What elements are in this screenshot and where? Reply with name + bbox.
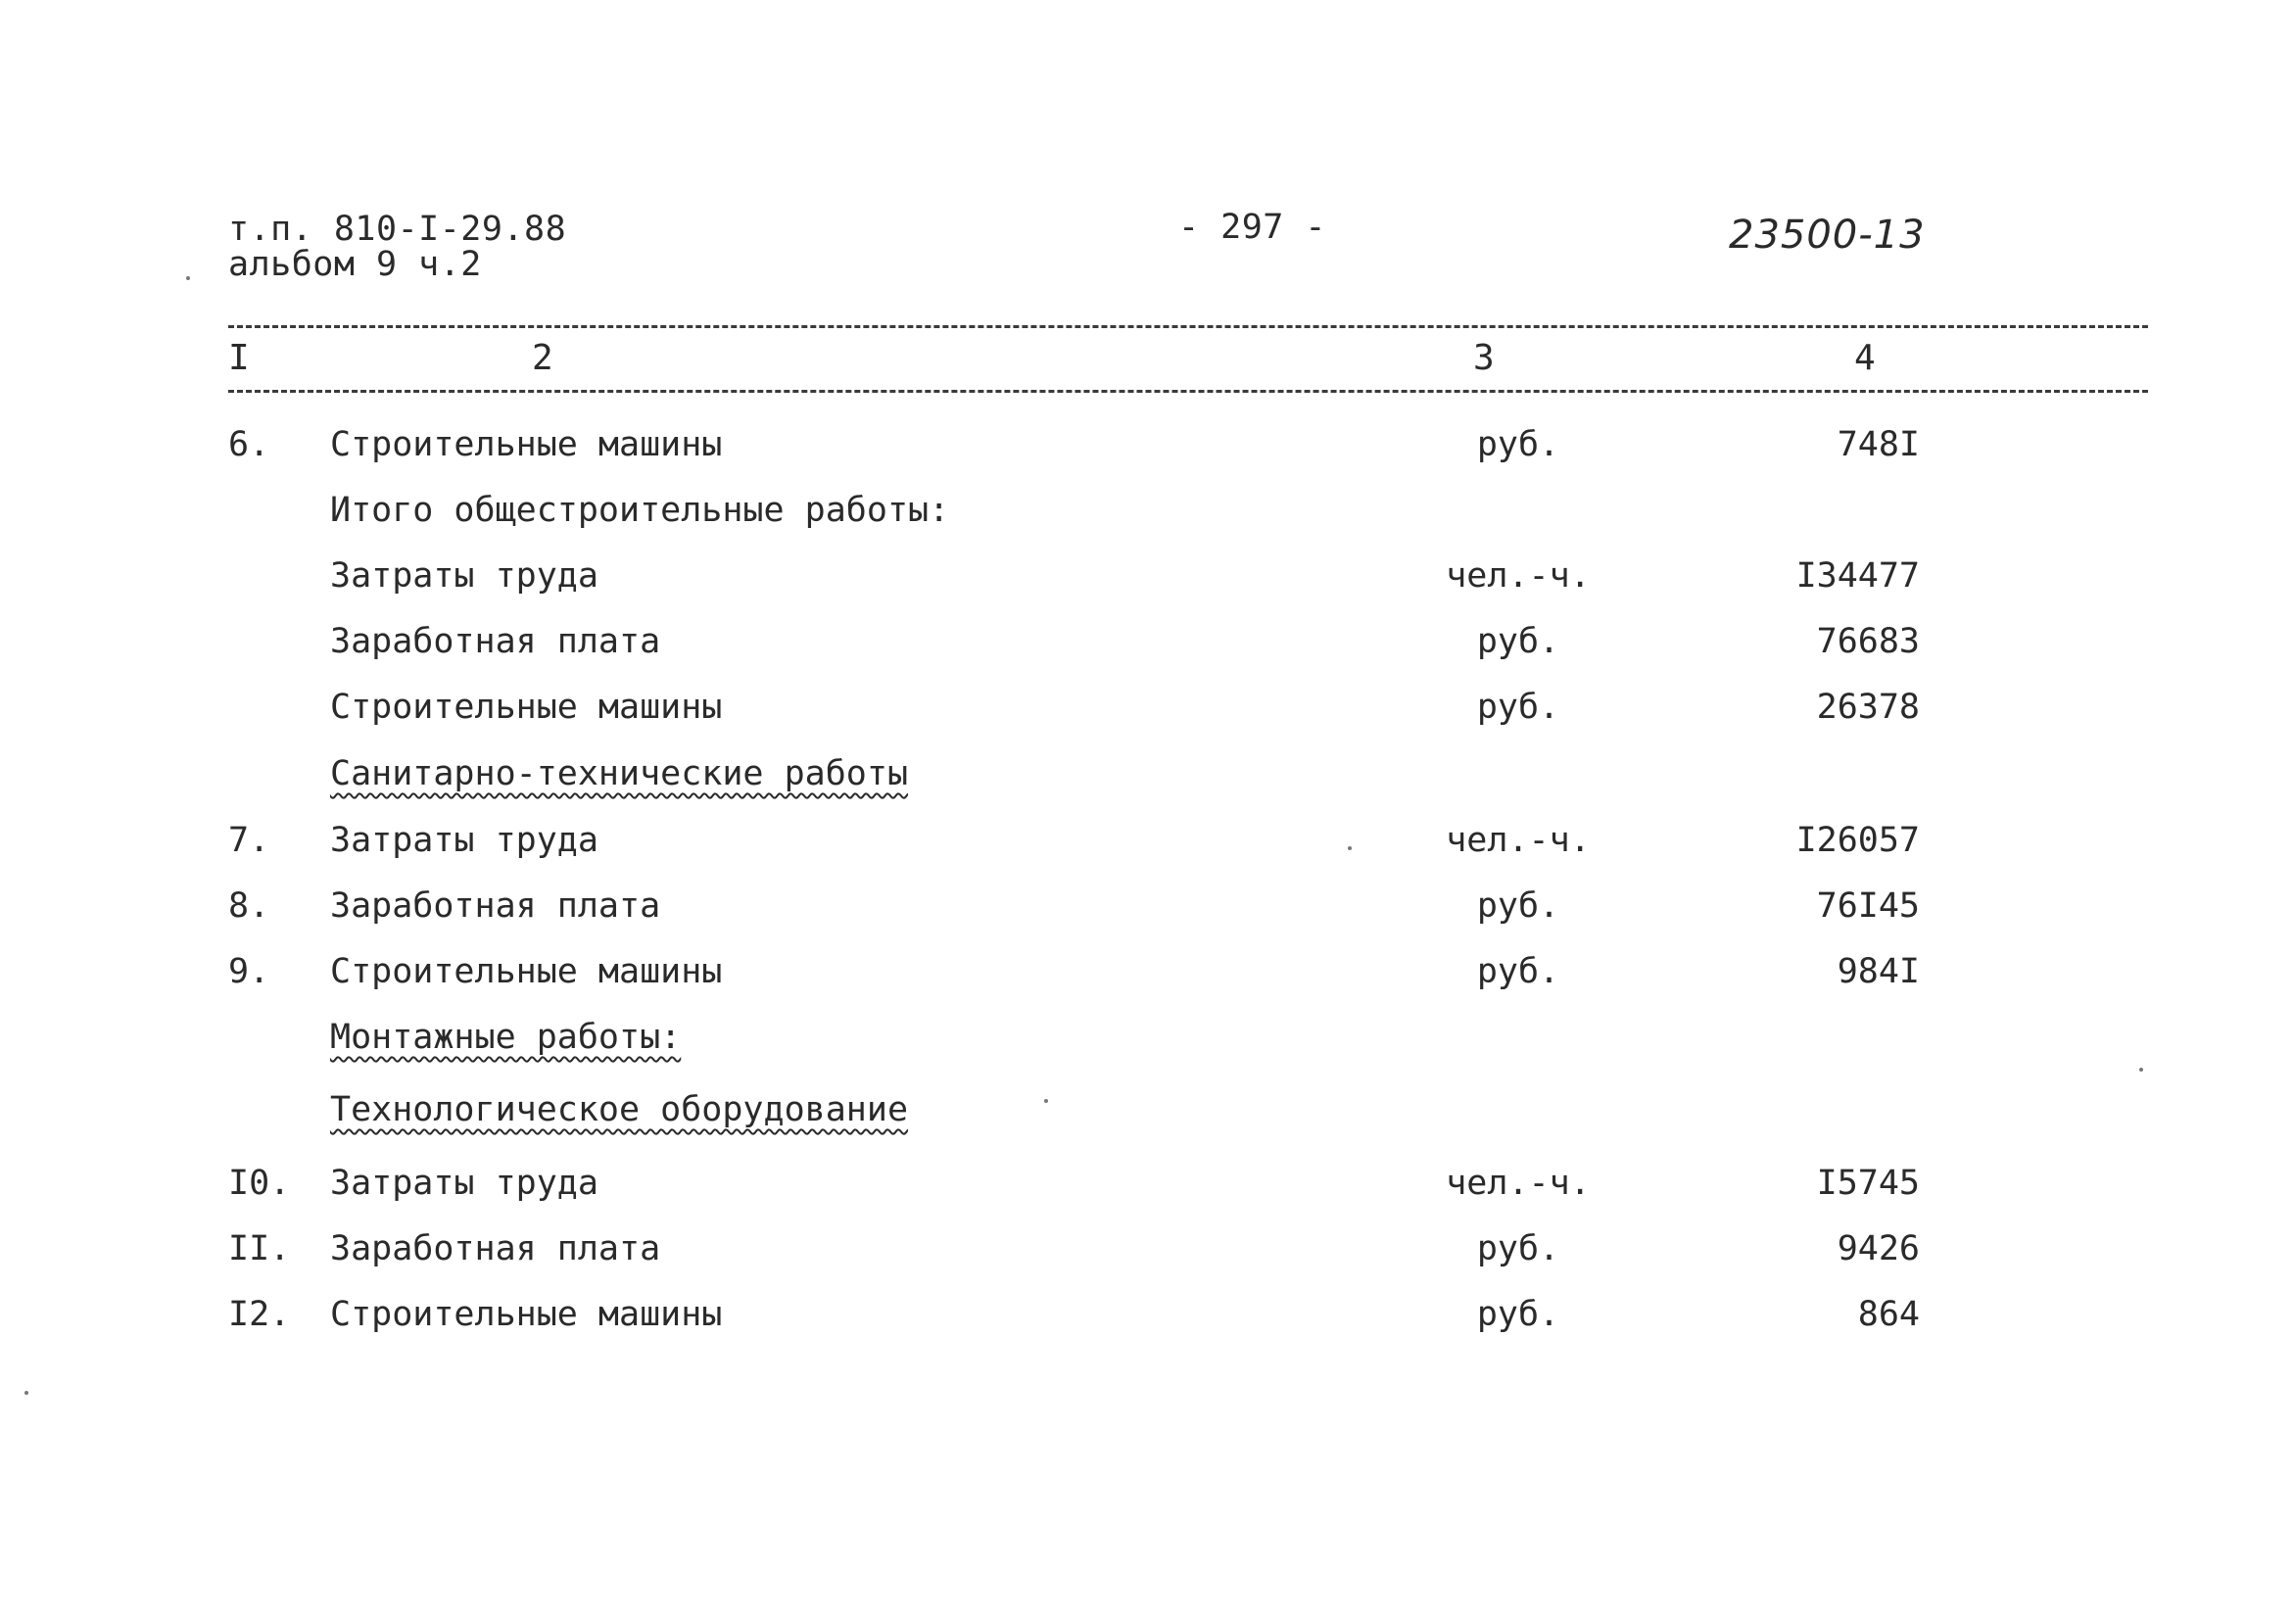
row-number: 6.	[228, 425, 270, 464]
section-heading: Монтажные работы:	[330, 1018, 682, 1057]
row-label: Затраты труда	[330, 556, 598, 596]
row-unit: руб.	[1476, 886, 1560, 926]
scan-speck	[1044, 1099, 1048, 1103]
row-label: Строительные машины	[330, 425, 723, 464]
row-unit: руб.	[1476, 622, 1560, 661]
section-heading: Технологическое оборудование	[330, 1090, 909, 1129]
row-number: 8.	[228, 886, 270, 926]
row-label: Затраты труда	[330, 821, 598, 860]
table-row	[0, 1293, 2293, 1340]
row-value: I5745	[1816, 1164, 1920, 1203]
row-value: 748I	[1837, 425, 1920, 464]
row-label: Строительные машины	[330, 952, 723, 991]
column-header-1: I	[228, 338, 250, 378]
table-row	[0, 819, 2293, 866]
column-header-4: 4	[1854, 338, 1876, 378]
row-number: 7.	[228, 821, 270, 860]
section-heading-row	[0, 1088, 2293, 1135]
row-unit: руб.	[1476, 425, 1560, 464]
row-label: Затраты труда	[330, 1164, 598, 1203]
row-value: I34477	[1795, 556, 1920, 596]
table-row	[0, 620, 2293, 667]
page-number: - 297 -	[1178, 208, 1327, 247]
row-unit: руб.	[1476, 1229, 1560, 1268]
row-unit: руб.	[1476, 688, 1560, 727]
table-row	[0, 1227, 2293, 1274]
column-header-2: 2	[532, 338, 553, 378]
table-row	[0, 554, 2293, 601]
row-number: II.	[228, 1229, 291, 1268]
scan-speck	[1348, 846, 1352, 850]
scan-speck	[24, 1391, 28, 1395]
row-label: Строительные машины	[330, 688, 723, 727]
table-row	[0, 423, 2293, 470]
row-value: 984I	[1837, 952, 1920, 991]
table-row	[0, 950, 2293, 997]
row-value: 76683	[1816, 622, 1920, 661]
row-label: Заработная плата	[330, 886, 661, 926]
row-label: Заработная плата	[330, 1229, 661, 1268]
section-heading-row	[0, 1016, 2293, 1063]
table-row	[0, 686, 2293, 733]
section-heading-row	[0, 752, 2293, 799]
row-number: 9.	[228, 952, 270, 991]
row-label: Заработная плата	[330, 622, 661, 661]
table-header-divider	[228, 390, 2148, 393]
table-row	[0, 489, 2293, 536]
row-number: I0.	[228, 1164, 291, 1203]
row-value: 76I45	[1816, 886, 1920, 926]
row-value: 26378	[1816, 688, 1920, 727]
row-label: Строительные машины	[330, 1295, 723, 1334]
section-heading: Санитарно-технические работы	[330, 754, 909, 793]
row-unit: руб.	[1476, 1295, 1560, 1334]
row-unit: чел.-ч.	[1446, 556, 1591, 596]
table-row	[0, 884, 2293, 931]
table-top-divider	[228, 325, 2148, 328]
row-value: 864	[1857, 1295, 1920, 1334]
row-number: I2.	[228, 1295, 291, 1334]
row-unit: чел.-ч.	[1446, 821, 1591, 860]
scan-speck	[2139, 1068, 2143, 1072]
row-label: Итого общестроительные работы:	[330, 491, 950, 530]
album-reference: альбом 9 ч.2	[228, 245, 482, 284]
scan-speck	[186, 276, 190, 280]
table-row	[0, 1162, 2293, 1209]
row-value: 9426	[1837, 1229, 1920, 1268]
document-code: 23500-13	[1729, 213, 1926, 258]
row-unit: руб.	[1476, 952, 1560, 991]
column-header-3: 3	[1473, 338, 1495, 378]
row-value: I26057	[1795, 821, 1920, 860]
project-reference: т.п. 810-I-29.88	[228, 210, 567, 249]
row-unit: чел.-ч.	[1446, 1164, 1591, 1203]
